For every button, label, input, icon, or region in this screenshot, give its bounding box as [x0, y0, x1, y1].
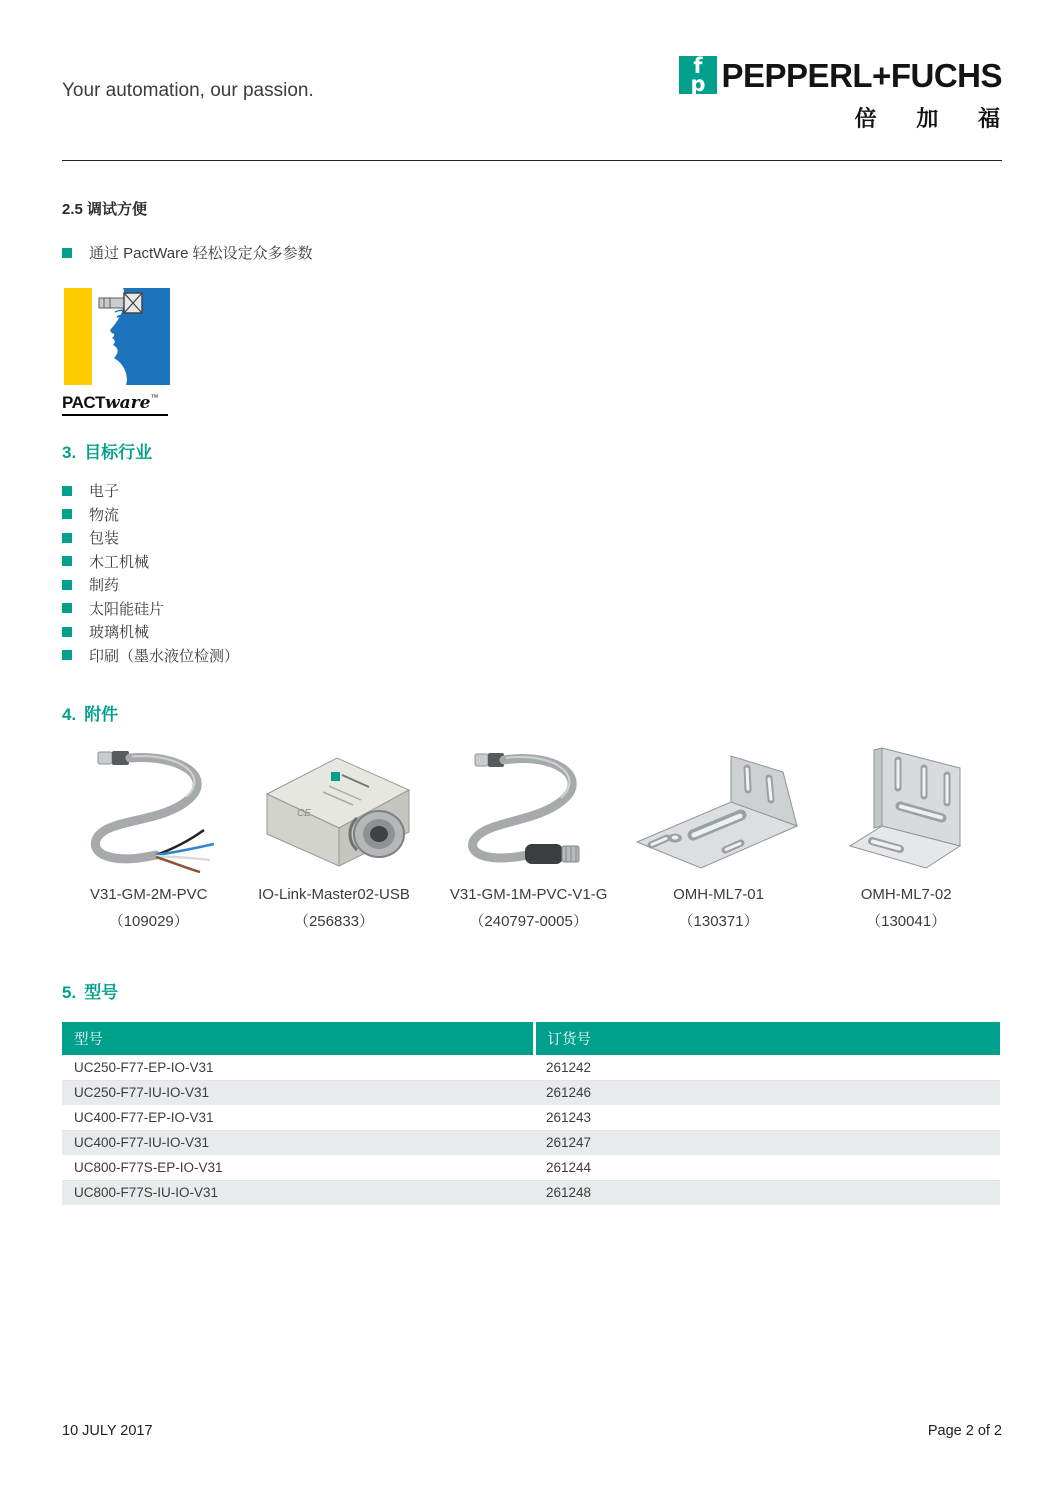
- section-4-heading: [62, 700, 1000, 725]
- bullet-square-icon: [62, 486, 72, 496]
- brand-logo: [679, 56, 1016, 133]
- section-5-title: 型号: [84, 983, 119, 1002]
- product-card: [625, 741, 813, 931]
- table-row: [62, 1155, 1000, 1180]
- list-item: [62, 620, 239, 644]
- product-name: V31-GM-2M-PVC: [89, 886, 208, 903]
- model-cell: UC800-F77S-IU-IO-V31: [62, 1180, 534, 1205]
- product-card: [812, 741, 1000, 931]
- list-item-label: 太阳能硅片: [89, 600, 165, 618]
- bullet-square-icon: [62, 603, 72, 613]
- accessory-products-row: [62, 741, 1000, 931]
- cable-open-end-image: [62, 741, 236, 883]
- brand-wordmark: PEPPERL+FUCHS: [721, 56, 1002, 94]
- product-order-code: （256833）: [293, 913, 375, 930]
- model-cell: UC250-F77-EP-IO-V31: [62, 1055, 534, 1080]
- section-target-industries: [62, 438, 239, 667]
- table-row: [62, 1105, 1000, 1130]
- section-commissioning: [62, 198, 313, 416]
- brand-tagline: Your automation, our passion.: [62, 80, 314, 101]
- product-order-code: （109029）: [108, 913, 189, 930]
- section-4-title: 附件: [84, 705, 119, 724]
- list-item-label: 制药: [89, 577, 120, 595]
- pactware-logo-icon: [62, 284, 174, 390]
- cable-two-connectors-image: [432, 741, 624, 883]
- mounting-bracket-flat-image: [625, 741, 813, 883]
- bullet-square-icon: [62, 627, 72, 637]
- bullet-square-icon: [62, 580, 72, 590]
- list-item-label: 木工机械: [89, 553, 150, 571]
- table-row: [62, 1130, 1000, 1155]
- model-cell: UC400-F77-EP-IO-V31: [62, 1105, 534, 1130]
- section-3-number: 3.: [62, 443, 77, 462]
- industry-list: [62, 479, 239, 667]
- order-number-cell: 261247: [534, 1130, 1000, 1155]
- list-item: [62, 503, 239, 527]
- svg-text:CE: CE: [297, 808, 311, 819]
- order-number-cell: 261244: [534, 1155, 1000, 1180]
- pactware-word-italic: ware: [105, 393, 151, 413]
- product-order-code: （130041）: [866, 913, 947, 930]
- section-accessories: [62, 700, 1000, 931]
- product-card: [432, 741, 624, 931]
- section-5-number: 5.: [62, 983, 77, 1002]
- mounting-bracket-upright-image: [812, 741, 1000, 883]
- order-number-cell: 261246: [534, 1080, 1000, 1105]
- table-row: [62, 1055, 1000, 1080]
- product-card: [236, 741, 433, 931]
- bullet-square-icon: [62, 533, 72, 543]
- product-name: IO-Link-Master02-USB: [258, 886, 410, 903]
- product-name: OMH-ML7-01: [673, 886, 764, 903]
- list-item: [62, 644, 239, 668]
- list-item: [62, 550, 239, 574]
- product-order-code: （130371）: [678, 913, 759, 930]
- product-order-code: （240797-0005）: [469, 913, 588, 930]
- pactware-word-bold: PACT: [62, 393, 106, 412]
- product-name: V31-GM-1M-PVC-V1-G: [449, 886, 608, 903]
- header-divider: [62, 160, 1002, 161]
- bullet-item: [62, 242, 313, 263]
- section-3-title: 目标行业: [84, 443, 153, 462]
- bullet-square-icon: [62, 556, 72, 566]
- list-item-label: 包装: [89, 530, 120, 548]
- model-cell: UC250-F77-IU-IO-V31: [62, 1080, 534, 1105]
- list-item-label: 印刷（墨水液位检测）: [89, 647, 240, 665]
- page-footer: [62, 1423, 1002, 1439]
- list-item-label: 物流: [89, 506, 120, 524]
- list-item: [62, 597, 239, 621]
- list-item: [62, 526, 239, 550]
- brand-logo-row: [679, 56, 1002, 94]
- footer-page-number: Page 2 of 2: [927, 1423, 1002, 1439]
- section-4-number: 4.: [62, 705, 77, 724]
- section-2-5-title: 2.5 调试方便: [62, 201, 148, 218]
- column-header-model: 型号: [62, 1022, 534, 1055]
- section-3-heading: [62, 438, 239, 463]
- list-item: [62, 479, 239, 503]
- pactware-logo-block: [62, 284, 174, 416]
- list-item-label: 电子: [89, 483, 120, 501]
- footer-date: 10 JULY 2017: [62, 1423, 153, 1439]
- column-header-order-number: 订货号: [534, 1022, 1000, 1055]
- section-models: [62, 978, 1000, 1205]
- product-card: [62, 741, 236, 931]
- section-5-heading: [62, 978, 1000, 1003]
- brand-chinese-name: 倍 加 福: [854, 106, 1016, 132]
- order-number-cell: 261248: [534, 1180, 1000, 1205]
- table-header-row: [62, 1022, 1000, 1055]
- table-row: [62, 1080, 1000, 1105]
- product-name: OMH-ML7-02: [860, 886, 952, 903]
- pepperl-fuchs-icon: [679, 56, 717, 94]
- svg-text:p: p: [689, 72, 706, 94]
- order-number-cell: 261243: [534, 1105, 1000, 1130]
- model-cell: UC800-F77S-EP-IO-V31: [62, 1155, 534, 1180]
- model-cell: UC400-F77-IU-IO-V31: [62, 1130, 534, 1155]
- svg-text:f: f: [692, 56, 703, 78]
- order-number-cell: 261242: [534, 1055, 1000, 1080]
- bullet-square-icon: [62, 650, 72, 660]
- bullet-square-icon: [62, 248, 72, 258]
- table-row: [62, 1180, 1000, 1205]
- list-item: [62, 573, 239, 597]
- pactware-wordmark: [62, 393, 168, 416]
- io-link-master-image: [236, 741, 433, 883]
- page-header: [62, 56, 1016, 133]
- models-table: [62, 1022, 1000, 1205]
- bullet-text: 通过 PactWare 轻松设定众多参数: [89, 245, 313, 262]
- bullet-square-icon: [62, 509, 72, 519]
- trademark-symbol: ™: [150, 393, 159, 402]
- list-item-label: 玻璃机械: [89, 624, 150, 642]
